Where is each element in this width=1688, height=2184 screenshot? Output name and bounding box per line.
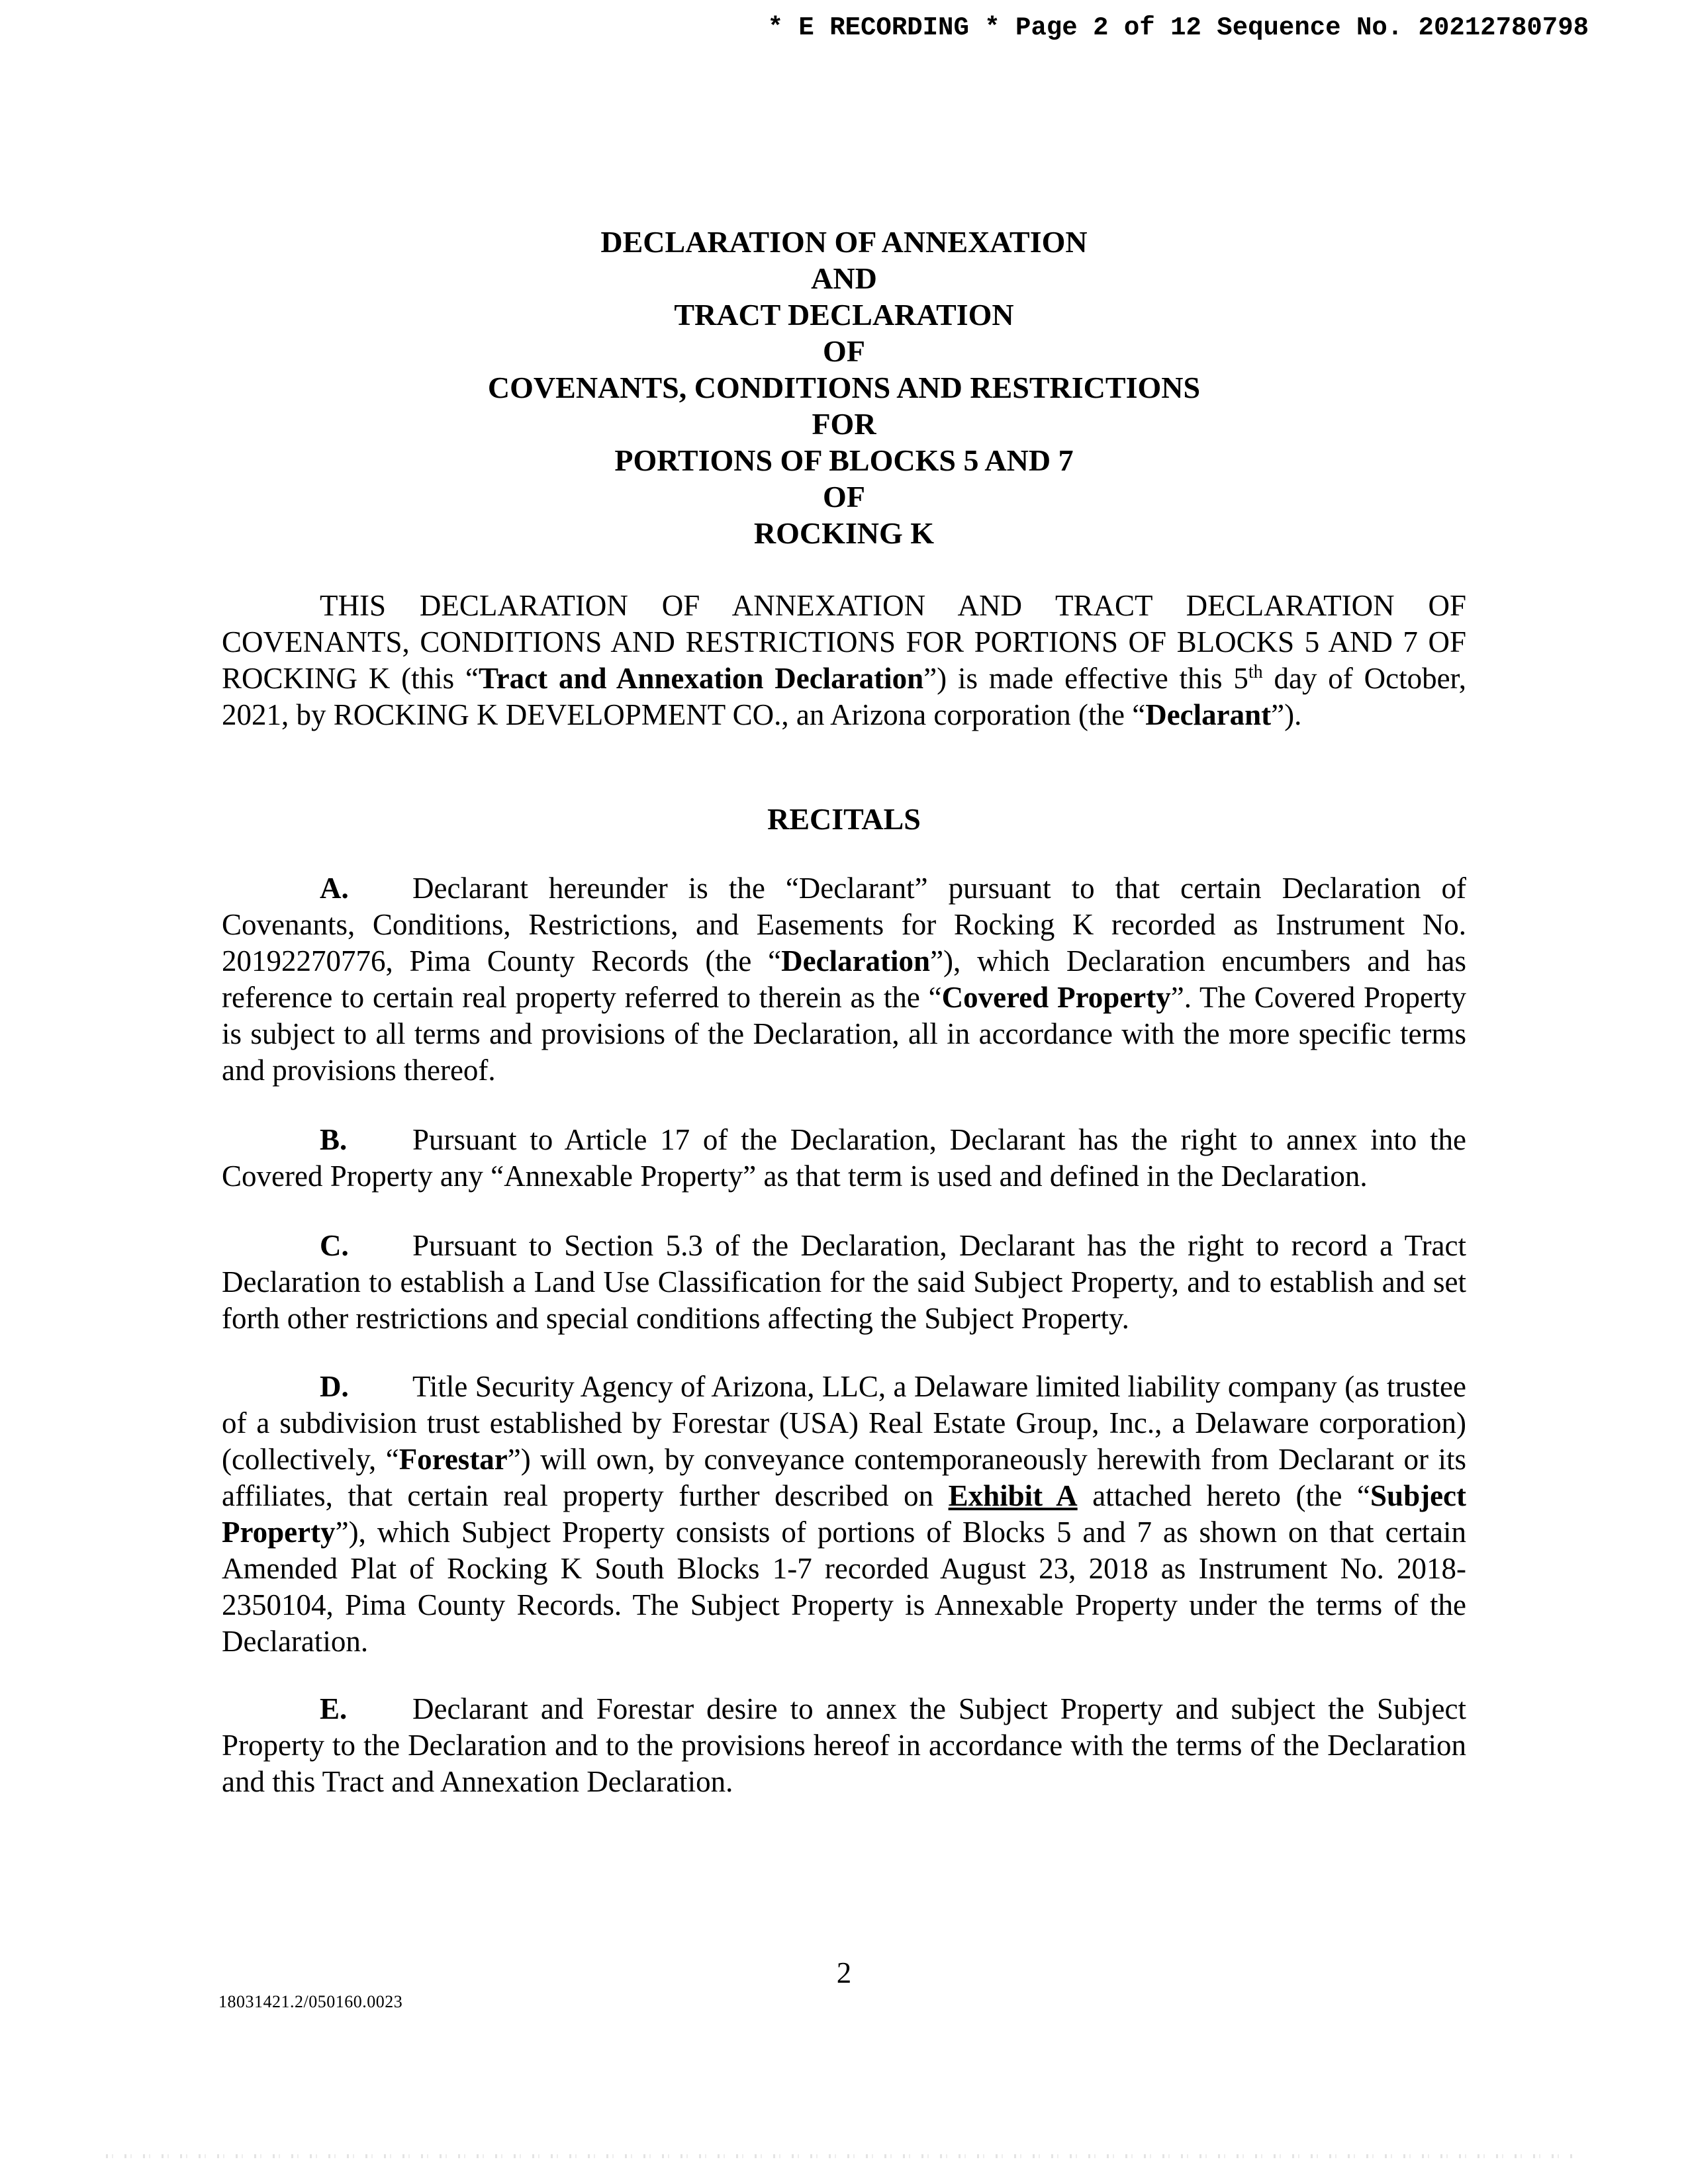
document-id: 18031421.2/050160.0023 [218,1992,403,2011]
intro-text: day of October, 2021, by ROCKING K DEVELOPMENT CO., an Arizona corporation (the “ [222,662,1466,731]
recital-a [222,870,1466,1089]
recital-b [222,1122,1466,1195]
recital-label: A. [320,872,349,905]
recital-text: Title Security Agency of Arizona, LLC, a Delaware limited liability company (as trustee of a subdivision trust established by Forestar (USA) Real Estate Group, Inc., a Delaware corporation) (collectively, “ [222,1370,1466,1476]
recital-label: C. [320,1229,349,1262]
title-line: TRACT DECLARATION [674,298,1014,332]
title-line: OF [823,480,865,514]
recital-label: B. [320,1123,348,1156]
defined-term: Declarant [1145,698,1272,731]
recording-stamp: * E RECORDING * Page 2 of 12 Sequence No. 20212780798 [767,13,1589,42]
recital-text: Pursuant to Article 17 of the Declaration, Declarant has the right to annex into the Covered Property any “Annexable Property” as that term is used and defined in the Declaration. [222,1123,1466,1193]
title-line: FOR [812,407,876,441]
title-line: AND [811,261,877,295]
intro-text: THIS DECLARATION OF ANNEXATION AND TRACT DECLARATION OF COVENANTS, CONDITIONS AND RESTRICTIONS FOR PORTIONS OF BLOCKS 5 AND 7 OF ROCKING K (this “ [222,589,1466,695]
title-line: ROCKING K [753,516,935,550]
exhibit-reference: Exhibit A [948,1479,1078,1512]
defined-term: Tract and Annexation Declaration [479,662,924,695]
intro-text: ”) is made effective this 5 [923,662,1248,695]
recital-label: D. [320,1370,349,1403]
title-line: OF [823,334,865,368]
page-number: 2 [836,1956,852,1989]
recital-label: E. [320,1692,348,1725]
recital-text: Declarant and Forestar desire to annex the Subject Property and subject the Subject Property to the Declaration and to the provisions hereof in accordance with the terms of the Declaration and this Tract and Annexation Declaration. [222,1692,1466,1798]
recital-text: ”), which Declaration encumbers and has reference to certain real property referred to therein as the “ [222,944,1466,1014]
recital-c [222,1228,1466,1337]
recital-e [222,1691,1466,1800]
defined-term: Subject Property [222,1479,1467,1549]
recitals-heading: RECITALS [767,802,921,836]
defined-term: Forestar [399,1443,508,1476]
defined-term: Covered Property [941,981,1171,1014]
title-line: DECLARATION OF ANNEXATION [600,225,1088,259]
scan-noise-strip [106,2154,1575,2158]
recital-text: Declarant hereunder is the “Declarant” pursuant to that certain Declaration of Covenants, Conditions, Restrictions, and Easements for Rocking K recorded as Instrument No. 20192270776, Pima County Records (the “ [222,872,1466,978]
recital-text: ”), which Subject Property consists of portions of Blocks 5 and 7 as shown on that certain Amended Plat of Rocking K South Blocks 1-7 recorded August 23, 2018 as Instrument No. 2018-2350104, Pima County Records. The Subject Property is Annexable Property under the terms of the Declaration. [222,1516,1466,1658]
defined-term: Declaration [781,944,931,978]
recital-text: ”. The Covered Property is subject to all terms and provisions of the Declaration, all in accordance with the more specific terms and provisions thereof. [222,981,1466,1087]
title-line: PORTIONS OF BLOCKS 5 AND 7 [614,443,1074,477]
ordinal-suffix: th [1248,662,1263,682]
title-line: COVENANTS, CONDITIONS AND RESTRICTIONS [487,371,1201,404]
recital-text: Pursuant to Section 5.3 of the Declaration, Declarant has the right to record a Tract Declaration to establish a Land Use Classification for the said Subject Property, and to establish and set forth other restrictions and special conditions affecting the Subject Property. [222,1229,1466,1335]
recital-text: attached hereto (the “ [1077,1479,1371,1512]
recital-text: ”) will own, by conveyance contemporaneously herewith from Declarant or its affiliates, that certain real property further described on [222,1443,1466,1512]
document-title [0,224,1688,551]
recital-d [222,1369,1466,1660]
intro-paragraph [222,588,1466,733]
intro-text: ”). [1271,698,1302,731]
